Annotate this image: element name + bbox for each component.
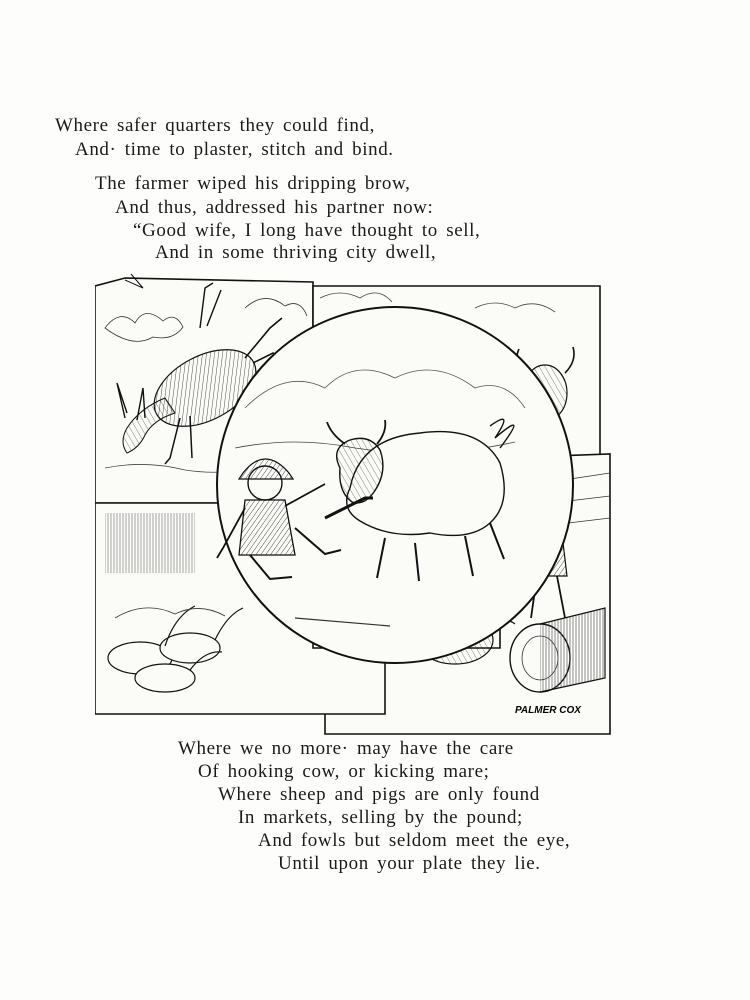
- verse-line: Of hooking cow, or kicking mare;: [198, 761, 490, 782]
- verse-line: And fowls but seldom meet the eye,: [258, 830, 571, 851]
- verse-line: Where safer quarters they could find,: [55, 115, 375, 136]
- verse-line: In markets, selling by the pound;: [238, 807, 523, 828]
- verse-line: “Good wife, I long have thought to sell,: [133, 220, 481, 241]
- illustration: [95, 268, 615, 736]
- central-vignette: [217, 307, 573, 663]
- verse-line: Until upon your plate they lie.: [278, 853, 541, 874]
- verse-line: Where sheep and pigs are only found: [218, 784, 540, 805]
- artist-signature: PALMER COX: [515, 705, 581, 716]
- verse-line: And· time to plaster, stitch and bind.: [75, 139, 394, 160]
- verse-line: The farmer wiped his dripping brow,: [95, 173, 411, 194]
- verse-line: And in some thriving city dwell,: [155, 242, 437, 263]
- verse-line: And thus, addressed his partner now:: [115, 197, 434, 218]
- verse-line: Where we no more· may have the care: [178, 738, 514, 759]
